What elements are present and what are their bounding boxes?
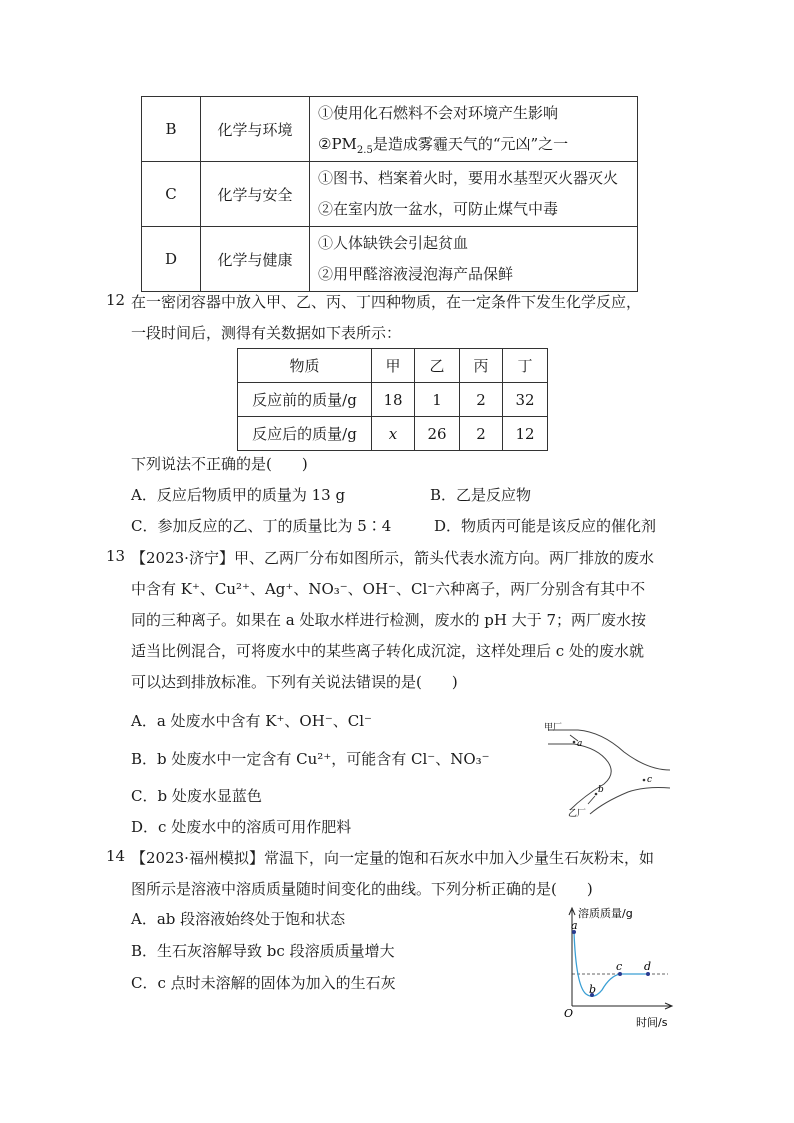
table-cell: 反应前的质量/g [238,383,372,417]
option-c: C．b 处废水显蓝色 [131,787,262,805]
factory-jia-label: 甲厂 [544,723,563,733]
row-item: ①图书、档案着火时，要用水基型灭火器灭火 [318,169,619,187]
table-row [238,417,548,451]
table-cell: 26 [415,417,460,451]
question-text: 图所示是溶液中溶质质量随时间变化的曲线。下列分析正确的是( ) [131,880,593,898]
question-number: 12 [106,291,126,309]
source-tag: 【2023·福州模拟】 [131,849,264,867]
point-b-dot [595,793,598,796]
table-header: 物质 [238,349,372,383]
table-row [142,162,638,227]
table-cell: 1 [415,383,460,417]
options-table [141,96,638,292]
question-text [131,547,654,568]
river-bank-left [548,744,611,810]
option-d: D．c 处废水中的溶质可用作肥料 [131,818,352,836]
table-cell: x [372,417,415,451]
question-text: 一段时间后，测得有关数据如下表所示： [131,324,402,342]
option-a: A．ab 段溶液始终处于饱和状态 [131,910,346,928]
point-c-label: c [647,775,653,785]
y-axis-label: 溶质质量/g [578,907,633,920]
option-c: C．c 点时未溶解的固体为加入的生石灰 [131,974,396,992]
row-item: ①人体缺铁会引起贫血 [318,234,469,252]
table-row [142,97,638,162]
option-d: D．物质丙可能是该反应的催化剂 [434,517,657,535]
row-item: ①使用化石燃料不会对环境产生影响 [318,104,559,122]
factory-yi-label: 乙厂 [568,809,587,818]
row-item: ②在室内放一盆水，可防止煤气中毒 [318,200,559,218]
table-cell: 32 [503,383,548,417]
point-d-label: d [644,960,652,973]
option-b: B．b 处废水中一定含有 Cu²⁺，可能含有 Cl⁻、NO₃⁻ [131,750,490,768]
mass-table [237,348,548,451]
table-cell: 2 [460,417,503,451]
option-a: A．a 处废水中含有 K⁺、OH⁻、Cl⁻ [131,712,372,730]
table-row [238,349,548,383]
row-letter: B [142,97,201,162]
table-cell: 反应后的质量/g [238,417,372,451]
table-cell: 18 [372,383,415,417]
option-b: B．生石灰溶解导致 bc 段溶质质量增大 [131,942,395,960]
table-header: 甲 [372,349,415,383]
point-a-label: a [577,739,583,749]
row-items [310,227,638,292]
row-topic: 化学与健康 [201,227,310,292]
table-row [142,227,638,292]
question-text: 在一密闭容器中放入甲、乙、丙、丁四种物质，在一定条件下发生化学反应， [131,293,642,311]
question-number: 14 [106,847,126,865]
question-text: 适当比例混合，可将废水中的某些离子转化成沉淀，这样处理后 c 处的废水就 [131,642,644,660]
flow-arrow-icon [588,796,595,804]
option-a: A．反应后物质甲的质量为 13 g [131,486,346,504]
solute-mass-curve [574,932,648,996]
option-c: C．参加反应的乙、丁的质量比为 5∶4 [131,517,392,535]
table-row [238,383,548,417]
question-text: 同的三种离子。如果在 a 处取水样进行检测，废水的 pH 大于 7；两厂废水按 [131,611,647,629]
table-cell: 12 [503,417,548,451]
row-topic: 化学与安全 [201,162,310,227]
table-header: 丙 [460,349,503,383]
row-item: $②PM_{2.5}$是造成雾霾天气的“元凶”之一 [318,135,569,156]
row-letter: D [142,227,201,292]
origin-label: O [564,1007,574,1020]
point-a-dot [573,741,576,744]
point-b-label: b [598,785,604,795]
point-c-label: c [616,960,623,973]
question-text-rest: 常温下，向一定量的饱和石灰水中加入少量生石灰粉末，如 [263,849,654,867]
point-b-label: b [589,983,597,996]
river-diagram [540,718,672,818]
point-c-dot [643,779,646,782]
question-text [131,847,654,868]
question-prompt: 下列说法不正确的是( ) [131,455,308,473]
x-axis-label: 时间/s [636,1016,668,1029]
row-letter: C [142,162,201,227]
solute-mass-chart [560,902,680,1032]
row-topic: 化学与环境 [201,97,310,162]
table-header: 乙 [415,349,460,383]
option-b: B．乙是反应物 [430,486,532,504]
question-text-rest: 甲、乙两厂分布如图所示，箭头代表水流方向。两厂排放的废水 [233,549,654,567]
source-tag: 【2023·济宁】 [131,549,234,567]
row-items [310,162,638,227]
point-a-label: a [571,919,578,932]
row-items [310,97,638,162]
row-item: ②用甲醛溶液浸泡海产品保鲜 [318,265,514,283]
table-header: 丁 [503,349,548,383]
question-text: 可以达到排放标准。下列有关说法错误的是( ) [131,673,458,691]
table-cell: 2 [460,383,503,417]
question-number: 13 [106,547,126,565]
question-text: 中含有 K⁺、Cu²⁺、Ag⁺、NO₃⁻、OH⁻、Cl⁻六种离子，两厂分别含有其中不 [131,580,646,598]
